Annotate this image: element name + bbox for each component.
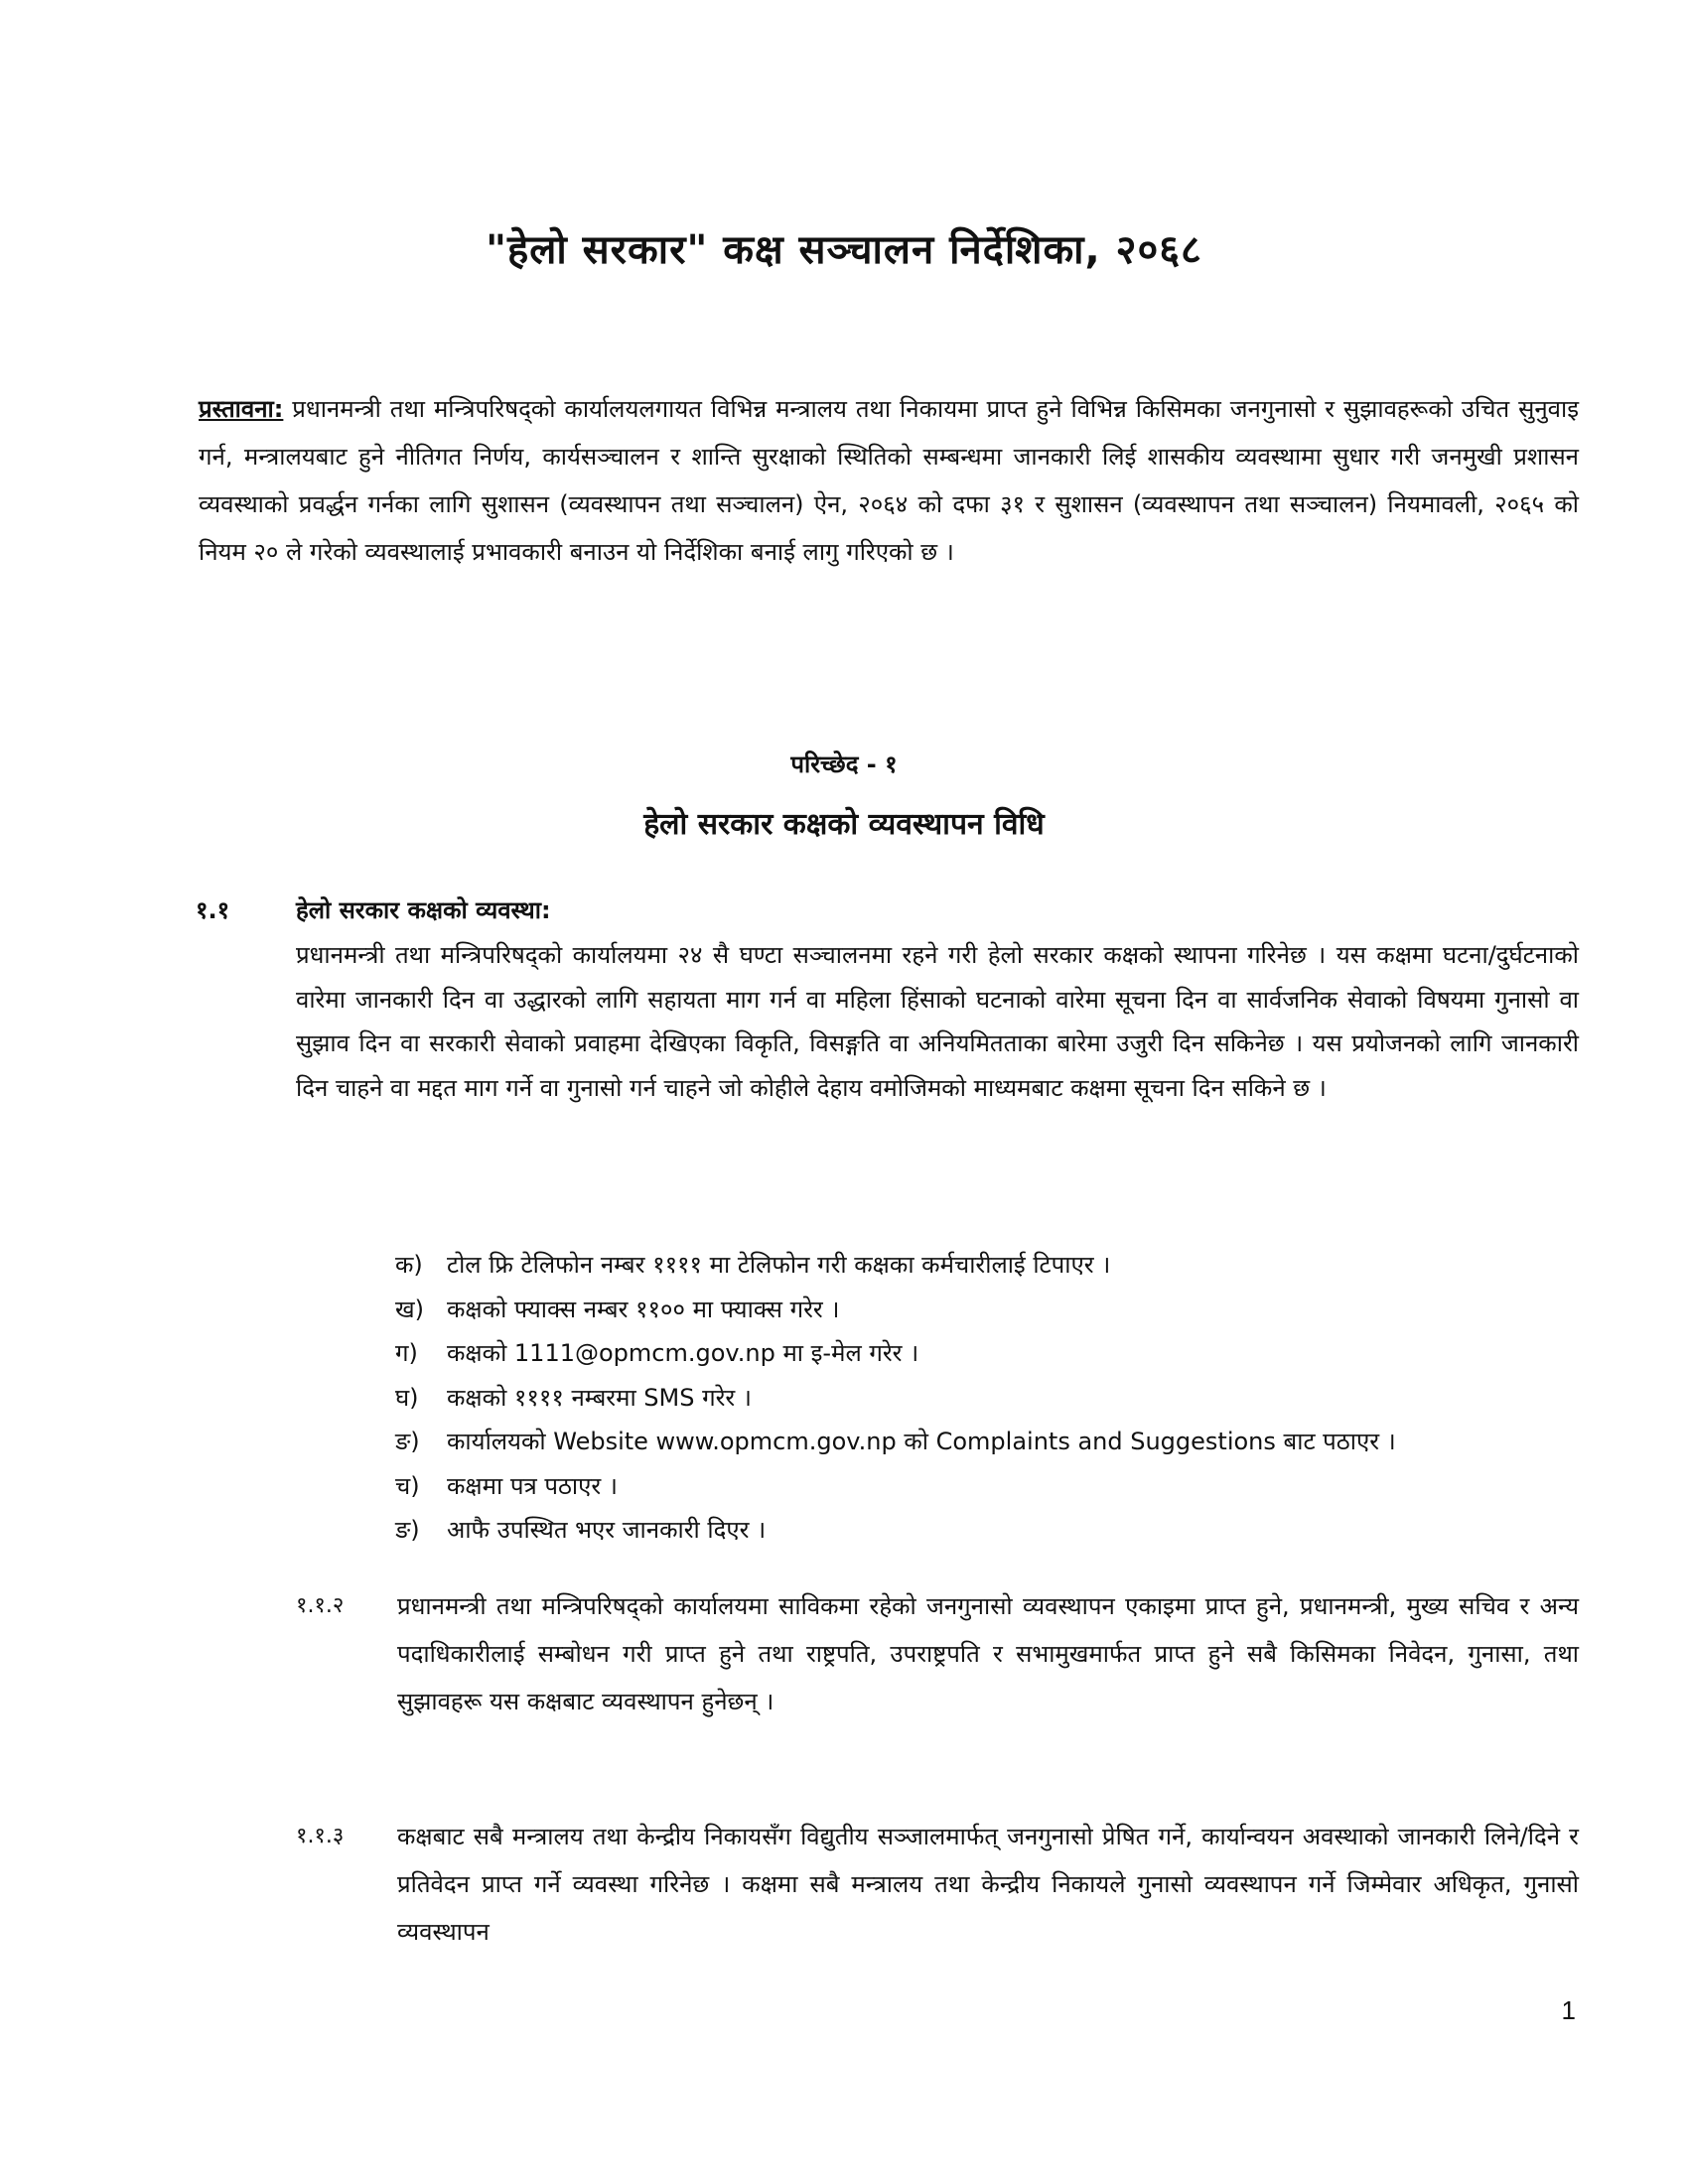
list-item-text: कक्षको ११११ नम्बरमा SMS गरेर । [447,1383,752,1412]
subsection-text: प्रधानमन्त्री तथा मन्त्रिपरिषद्को कार्यालयमा साविकमा रहेको जनगुनासो व्यवस्थापन एकाइमा प्राप्त हुने, प्रधानमन्त्री, मुख्य सचिव र अन्य पदाधिकारीलाई सम्बोधन गरी प्राप्त हुने तथा राष्ट्रपति, उपराष्ट्रपति र सभामुखमार्फत प्राप्त हुने सबै किसिमका निवेदन, गुनासा, तथा सुझावहरू यस कक्षबाट व्यवस्थापन हुनेछन् । [397,1592,1579,1715]
section-heading: हेलो सरकार कक्षको व्यवस्था: [296,896,551,924]
chapter-label: परिच्छेद - १ [790,751,898,778]
chapter-title: हेलो सरकार कक्षको व्यवस्थापन विधि [643,807,1045,842]
list-item [395,1331,1396,1376]
list-item-text: टोल फ्रि टेलिफोन नम्बर ११११ मा टेलिफोन गरी कक्षका कर्मचारीलाई टिपाएर । [447,1251,1111,1279]
list-marker: ख) [395,1295,424,1323]
list-item-text: कक्षको 1111@opmcm.gov.np मा इ-मेल गरेर । [447,1339,919,1367]
list-item-text: कक्षको फ्याक्स नम्बर ११०० मा फ्याक्स गरेर । [447,1295,840,1323]
list-item [395,1243,1396,1288]
list-item [395,1420,1396,1464]
list-marker: ङ) [395,1516,420,1544]
list-item [395,1376,1396,1421]
list-item-text: कक्षमा पत्र पठाएर । [447,1471,618,1500]
list-item [395,1508,1396,1553]
preamble [199,385,1579,576]
list-item [395,1288,1396,1332]
list-marker: क) [395,1251,423,1279]
list-marker: घ) [395,1383,419,1412]
document-title: "हेलो सरकार" कक्ष सञ्चालन निर्देशिका, २०६८ [486,227,1202,273]
list-item [395,1464,1396,1509]
preamble-text: प्रधानमन्त्री तथा मन्त्रिपरिषद्को कार्यालयलगायत विभिन्न मन्त्रालय तथा निकायमा प्राप्त हुने विभिन्न किसिमका जनगुनासो र सुझावहरूको उचित सुनुवाइ गर्न, मन्त्रालयबाट हुने नीतिगत निर्णय, कार्यसञ्चालन र शान्ति सुरक्षाको स्थितिको सम्बन्धमा जानकारी लिई शासकीय व्यवस्थामा सुधार गरी जनमुखी प्रशासन व्यवस्थाको प्रवर्द्धन गर्नका लागि सुशासन (व्यवस्थापन तथा सञ्चालन) ऐन, २०६४ को दफा ३१ र सुशासन (व्यवस्थापन तथा सञ्चालन) नियमावली, २०६५ को नियम २० ले गरेको व्यवस्थालाई प्रभावकारी बनाउन यो निर्देशिका बनाई लागु गरिएको छ । [199,395,1579,566]
list-marker: ङ) [395,1428,420,1455]
subsection-number: १.१.२ [296,1593,345,1618]
list-marker: च) [395,1471,420,1500]
contact-methods-list [395,1243,1396,1553]
subsection-text: कक्षबाट सबै मन्त्रालय तथा केन्द्रीय निकायसँग विद्युतीय सञ्जालमार्फत् जनगुनासो प्रेषित गर्ने, कार्यान्वयन अवस्थाको जानकारी लिने/दिने र प्रतिवेदन प्राप्त गर्ने व्यवस्था गरिनेछ । कक्षमा सबै मन्त्रालय तथा केन्द्रीय निकायले गुनासो व्यवस्थापन गर्ने जिम्मेवार अधिकृत, गुनासो व्यवस्थापन [397,1823,1579,1946]
page-number: 1 [1561,1995,1576,2025]
section-body: प्रधानमन्त्री तथा मन्त्रिपरिषद्को कार्यालयमा २४ सै घण्टा सञ्चालनमा रहने गरी हेलो सरकार कक्षको स्थापना गरिनेछ । यस कक्षमा घटना/दुर्घटनाको वारेमा जानकारी दिन वा उद्धारको लागि सहायता माग गर्न वा महिला हिंसाको घटनाको वारेमा सूचना दिन वा सार्वजनिक सेवाको विषयमा गुनासो वा सुझाव दिन वा सरकारी सेवाको प्रवाहमा देखिएका विकृति, विसङ्गति वा अनियमितताका बारेमा उजुरी दिन सकिनेछ । यस प्रयोजनको लागि जानकारी दिन चाहने वा मद्दत माग गर्ने वा गुनासो गर्न चाहने जो कोहीले देहाय वमोजिमको माध्यमबाट कक्षमा सूचना दिन सकिने छ । [296,941,1579,1102]
subsection-number: १.१.३ [296,1824,345,1848]
section-number: १.१ [196,896,230,924]
list-item-text: आफै उपस्थित भएर जानकारी दिएर । [447,1516,767,1544]
preamble-label: प्रस्तावना: [199,395,284,423]
list-item-text: कार्यालयको Website www.opmcm.gov.np को Complaints and Suggestions बाट पठाएर । [447,1428,1396,1455]
list-marker: ग) [395,1339,418,1367]
